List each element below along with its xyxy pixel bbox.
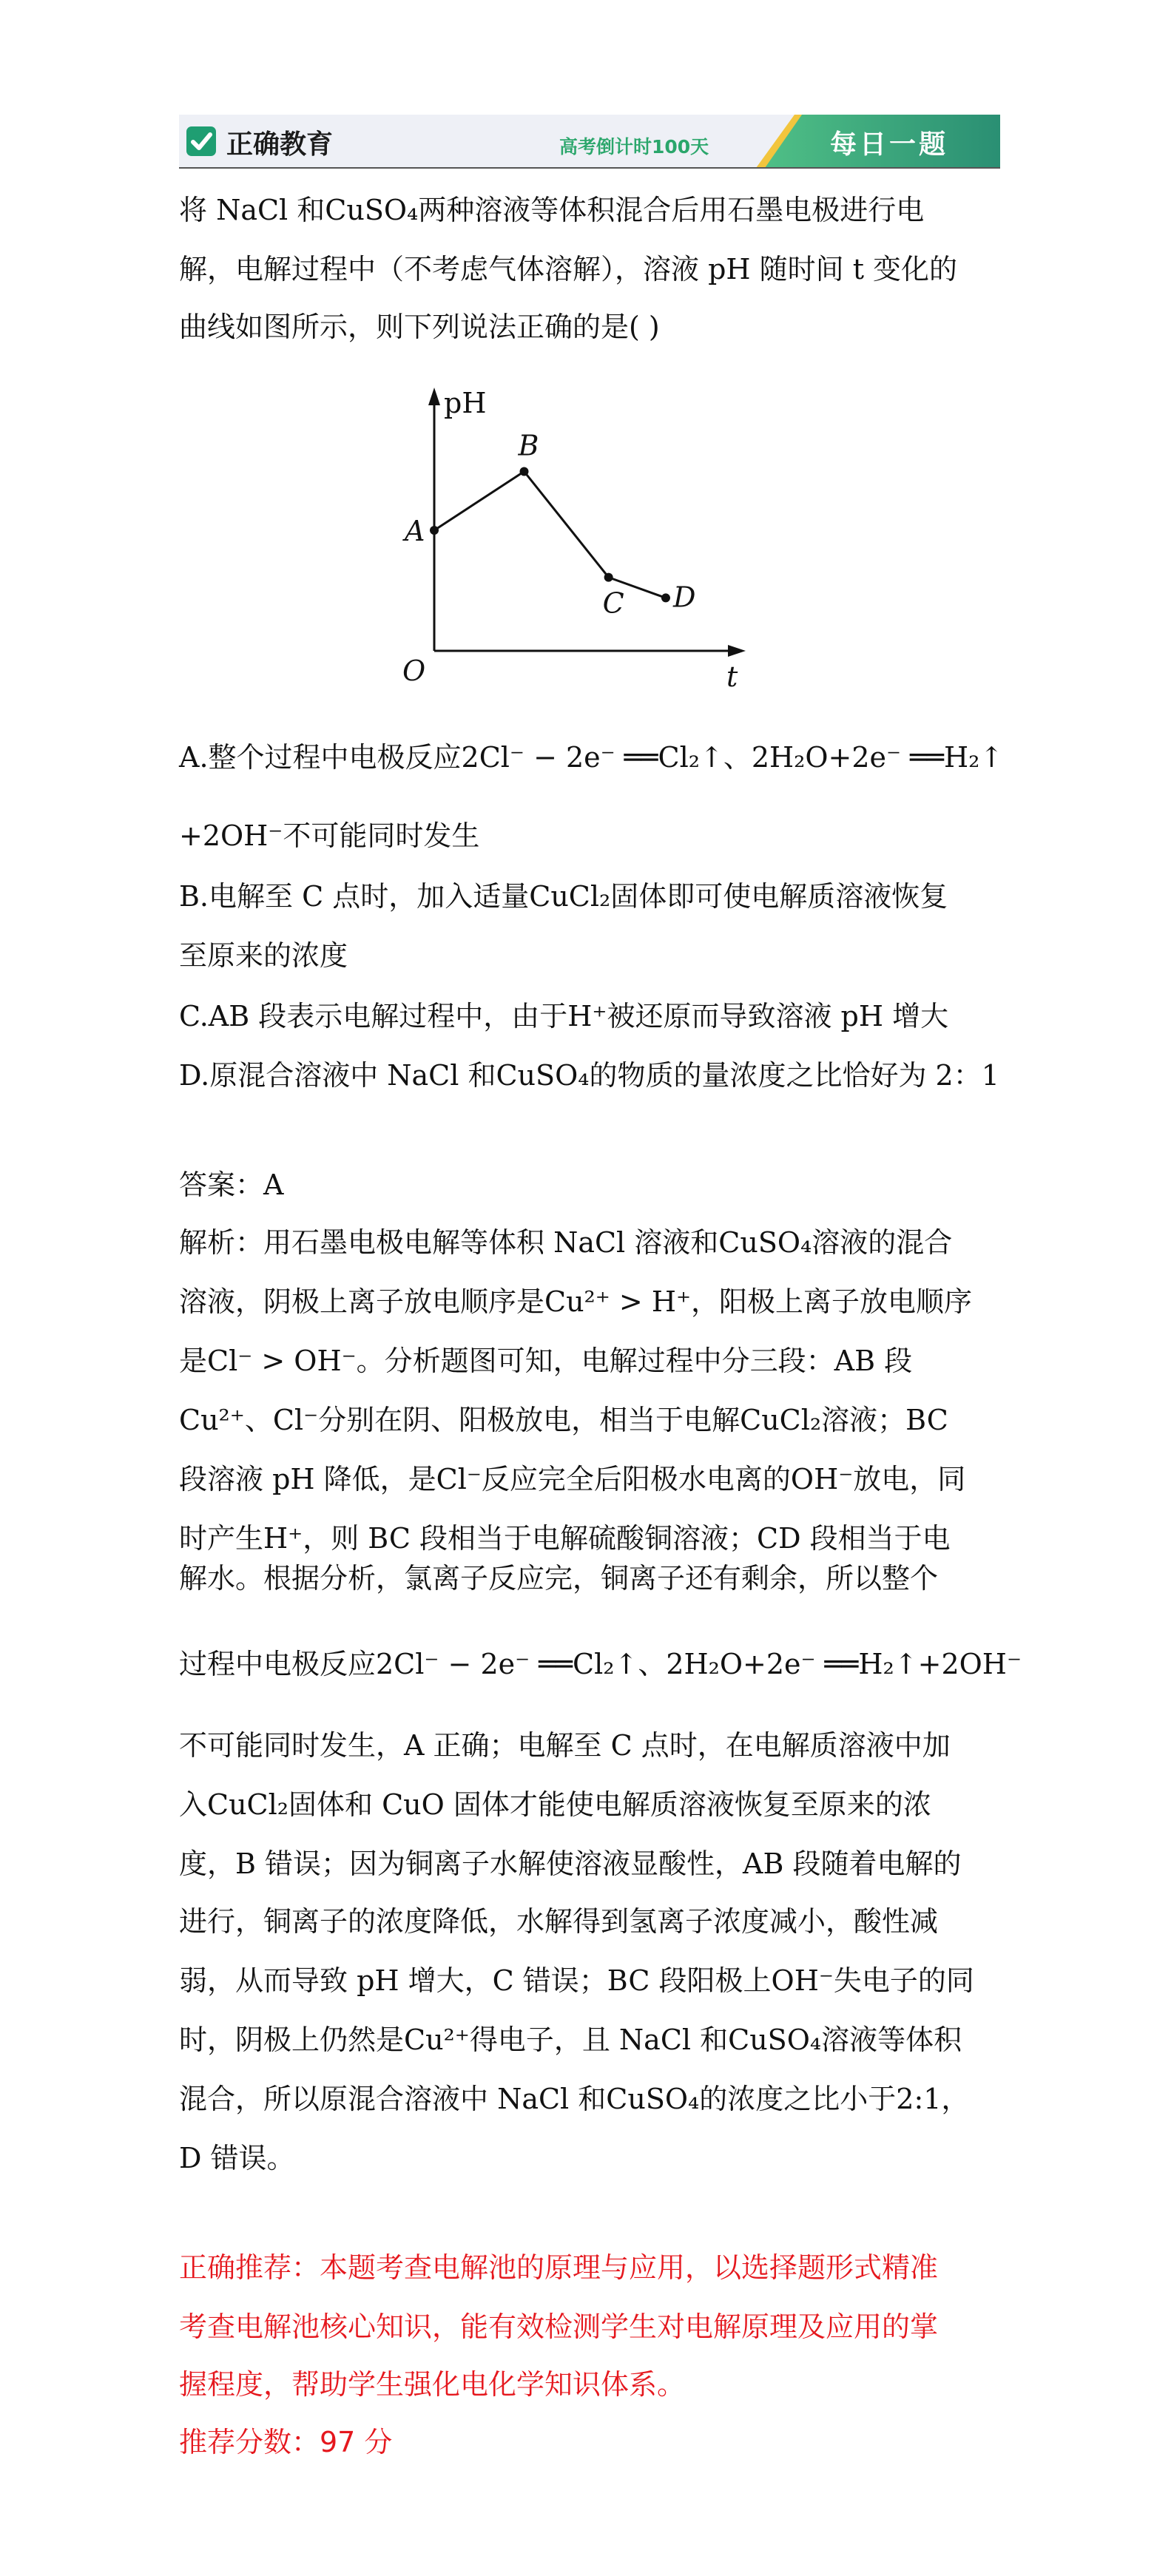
analysis-line: 不可能同时发生，A 正确；电解至 C 点时，在电解质溶液中加: [179, 1729, 951, 1762]
data-point-c: [604, 573, 613, 582]
option-b-line1: B.电解至 C 点时，加入适量CuCl₂固体即可使电解质溶液恢复: [179, 880, 948, 913]
analysis-line: 段溶液 pH 降低，是Cl⁻反应完全后阳极水电离的OH⁻放电，同: [179, 1463, 966, 1495]
brand-name: 正确教育: [226, 129, 334, 160]
question-stem-line: 将 NaCl 和CuSO₄两种溶液等体积混合后用石墨电极进行电: [179, 194, 925, 226]
analysis-line: Cu²⁺、Cl⁻分别在阴、阳极放电，相当于电解CuCl₂溶液；BC: [179, 1404, 948, 1436]
recommend-score: 推荐分数：97 分: [179, 2426, 393, 2458]
option-a-line1: A.整个过程中电极反应2Cl⁻ − 2e⁻ ══Cl₂↑、2H₂O+2e⁻ ══H₂↑: [179, 741, 1004, 774]
point-label-a: A: [405, 514, 425, 547]
analysis-line: 度，B 错误；因为铜离子水解使溶液显酸性，AB 段随着电解的: [179, 1848, 962, 1880]
analysis-line: 弱，从而导致 pH 增大，C 错误；BC 段阳极上OH⁻失电子的同: [179, 1964, 974, 1997]
analysis-line: 解水。根据分析，氯离子反应完，铜离子还有剩余，所以整个: [179, 1562, 939, 1595]
ph-time-chart: [394, 377, 763, 692]
option-a-line2: +2OH⁻不可能同时发生: [179, 819, 480, 852]
analysis-line: 解析：用石墨电极电解等体积 NaCl 溶液和CuSO₄溶液的混合: [179, 1226, 953, 1259]
option-c: C.AB 段表示电解过程中，由于H⁺被还原而导致溶液 pH 增大: [179, 1000, 949, 1032]
ph-series-line: [434, 471, 666, 598]
analysis-line: 混合，所以原混合溶液中 NaCl 和CuSO₄的浓度之比小于2:1，: [179, 2083, 970, 2115]
option-d: D.原混合溶液中 NaCl 和CuSO₄的物质的量浓度之比恰好为 2：1: [179, 1059, 999, 1092]
recommend-line: 握程度，帮助学生强化电化学知识体系。: [179, 2368, 686, 2401]
y-axis-arrow: [428, 388, 440, 405]
x-axis-arrow: [728, 645, 746, 657]
check-icon: [186, 126, 216, 156]
option-b-line2: 至原来的浓度: [179, 939, 348, 972]
recommend-line: 正确推荐：本题考查电解池的原理与应用，以选择题形式精准: [179, 2251, 939, 2284]
analysis-line: 时产生H⁺，则 BC 段相当于电解硫酸铜溶液；CD 段相当于电: [179, 1522, 951, 1555]
answer-label: 答案：A: [179, 1169, 284, 1201]
recommend-line: 考查电解池核心知识，能有效检测学生对电解原理及应用的掌: [179, 2310, 939, 2343]
origin-label: O: [402, 655, 426, 687]
analysis-line: 入CuCl₂固体和 CuO 固体才能使电解质溶液恢复至原来的浓: [179, 1788, 931, 1821]
daily-question-label: 每日一题: [830, 129, 949, 160]
analysis-line: 过程中电极反应2Cl⁻ − 2e⁻ ══Cl₂↑、2H₂O+2e⁻ ══H₂↑+2OH⁻: [179, 1648, 1022, 1680]
data-point-a: [430, 526, 439, 535]
analysis-line: 是Cl⁻ > OH⁻。分析题图可知，电解过程中分三段：AB 段: [179, 1345, 913, 1377]
data-point-b: [520, 467, 529, 476]
point-label-d: D: [672, 581, 696, 614]
analysis-line: 进行，铜离子的浓度降低，水解得到氢离子浓度减小，酸性减: [179, 1905, 939, 1938]
analysis-line: 时，阴极上仍然是Cu²⁺得电子，且 NaCl 和CuSO₄溶液等体积: [179, 2024, 962, 2056]
question-stem-line: 解，电解过程中（不考虑气体溶解），溶液 pH 随时间 t 变化的: [179, 253, 958, 285]
question-stem-line: 曲线如图所示，则下列说法正确的是( ): [179, 311, 660, 343]
x-axis-label: t: [726, 660, 738, 692]
header-divider: [179, 167, 1000, 169]
analysis-line: 溶液，阴极上离子放电顺序是Cu²⁺ > H⁺，阳极上离子放电顺序: [179, 1285, 973, 1318]
point-label-c: C: [602, 586, 624, 620]
analysis-line: D 错误。: [179, 2142, 295, 2174]
y-axis-label: pH: [444, 387, 487, 419]
header-banner: [179, 115, 1000, 168]
point-label-b: B: [518, 429, 539, 462]
data-point-d: [661, 593, 670, 602]
countdown-label: 高考倒计时100天: [559, 136, 709, 158]
